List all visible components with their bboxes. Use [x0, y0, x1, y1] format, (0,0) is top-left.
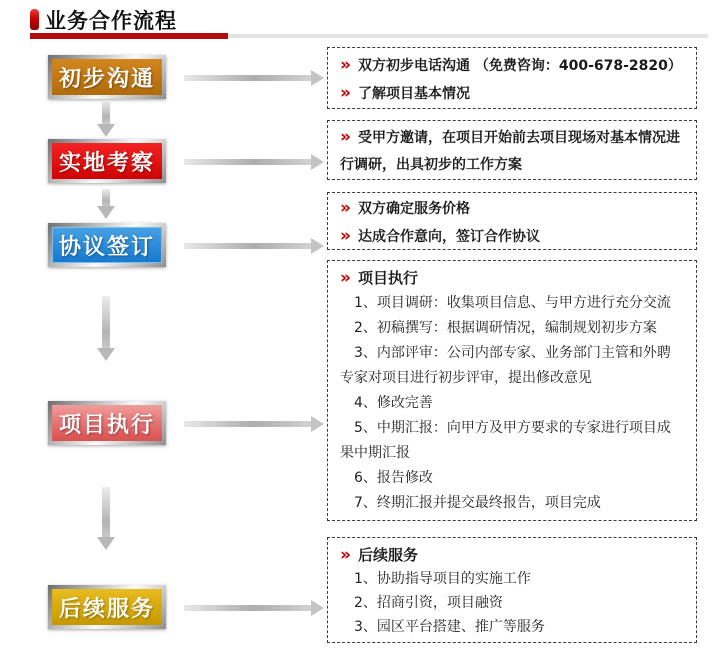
down-arrow-icon — [102, 189, 110, 206]
list-item: 6、报告修改 — [354, 470, 433, 486]
list-item: 2、初稿撰写：根据调研情况，编制规划初步方案 — [354, 320, 657, 336]
chevron-marker-icon: » — [340, 127, 351, 147]
chevron-marker-icon: » — [340, 268, 351, 288]
panel-header — [340, 543, 684, 567]
list-item: 7、终期汇报并提交最终报告，项目完成 — [354, 495, 601, 511]
step-box-initial-communication — [48, 55, 166, 99]
step-box-site-inspection — [48, 139, 166, 183]
down-arrow-icon — [102, 100, 110, 124]
list-item: 1、协助指导项目的实施工作 — [354, 571, 531, 587]
bullet-text: 了解项目基本情况 — [357, 86, 470, 102]
panel-project-execution — [327, 260, 697, 521]
chevron-marker-icon: » — [340, 198, 351, 218]
chevron-marker-icon: » — [340, 55, 351, 75]
chevron-marker-icon: » — [340, 226, 351, 246]
down-arrow-icon — [102, 487, 110, 537]
right-arrow-icon — [184, 421, 311, 427]
right-arrow-icon — [184, 75, 311, 81]
bullet-text: 受甲方邀请，在项目开始前去项目现场对基本情况进行调研，出具初步的工作方案 — [340, 130, 680, 173]
right-arrow-icon — [184, 605, 311, 611]
list-item: 5、中期汇报：向甲方及甲方要求的专家进行项目成果中期汇报 — [340, 420, 671, 461]
bullet-line — [340, 124, 684, 179]
panel-header-text: 后续服务 — [357, 546, 418, 564]
step-label: 项目执行 — [52, 405, 162, 441]
panel-initial-communication — [327, 47, 697, 109]
title-underline-gray — [228, 34, 708, 38]
bullet-text: 双方初步电话沟通 （免费咨询：400-678-2820） — [357, 58, 682, 74]
right-arrow-icon — [184, 159, 311, 165]
down-arrow-icon — [102, 296, 110, 348]
list-item: 3、园区平台搭建、推广等服务 — [354, 619, 545, 635]
step-box-follow-up-service — [48, 585, 166, 629]
right-arrow-icon — [184, 243, 311, 249]
bullet-text: 双方确定服务价格 — [357, 201, 470, 217]
panel-site-inspection — [327, 120, 697, 180]
panel-header-text: 项目执行 — [357, 269, 418, 287]
step-label: 协议签订 — [52, 227, 162, 263]
step-label: 后续服务 — [52, 589, 162, 625]
step-box-project-execution — [48, 401, 166, 445]
list-item: 4、修改完善 — [354, 395, 433, 411]
chevron-marker-icon: » — [340, 83, 351, 103]
panel-agreement-signing — [327, 192, 697, 250]
list-item: 1、项目调研：收集项目信息、与甲方进行充分交流 — [354, 295, 671, 311]
step-box-agreement-signing — [48, 223, 166, 267]
list-item: 2、招商引资，项目融资 — [354, 595, 503, 611]
page-title: 业务合作流程 — [45, 9, 177, 33]
bullet-line — [340, 80, 684, 108]
bullet-line — [340, 195, 684, 223]
panel-follow-up-service — [327, 537, 697, 643]
list-item: 3、内部评审：公司内部专家、业务部门主管和外聘专家对项目进行初步评审，提出修改意见 — [340, 345, 671, 386]
title-underline-red — [30, 33, 228, 39]
title-accent-bar-icon — [30, 9, 39, 30]
step-label: 实地考察 — [52, 143, 162, 179]
chevron-marker-icon: » — [340, 545, 351, 565]
bullet-text: 达成合作意向，签订合作协议 — [357, 229, 540, 245]
step-label: 初步沟通 — [52, 59, 162, 95]
panel-header — [340, 266, 684, 291]
bullet-line — [340, 52, 684, 80]
bullet-line — [340, 223, 684, 251]
